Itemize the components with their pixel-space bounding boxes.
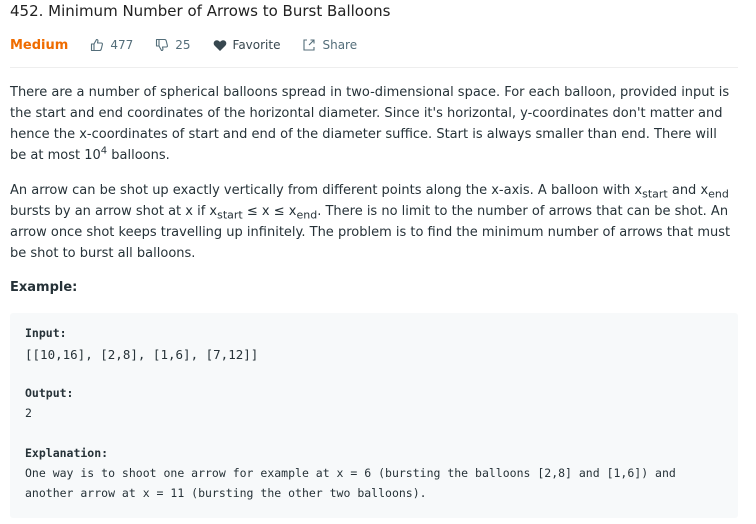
input-label: Input: xyxy=(25,326,67,340)
output-label: Output: xyxy=(25,386,74,400)
like-button[interactable] xyxy=(90,38,133,52)
dislike-button[interactable] xyxy=(155,38,190,52)
input-value: [[10,16], [2,8], [1,6], [7,12]] xyxy=(25,347,259,362)
thumbs-down-icon xyxy=(155,38,169,52)
dislike-count: 25 xyxy=(175,38,191,52)
favorite-label: Favorite xyxy=(232,38,281,52)
share-icon xyxy=(302,38,316,52)
problem-description xyxy=(10,82,732,278)
explanation-line-1: One way is to shoot one arrow for example at x = 6 (bursting the balloons [2,8] and [1,6]) and xyxy=(25,466,676,480)
example-code-block xyxy=(10,313,738,518)
heart-icon xyxy=(213,39,227,52)
description-paragraph-1: There are a number of spherical balloons spread in two-dimensional space. For each balloon, provided input is the start and end coordinates of the horizontal diameter. Since it's horizontal, y-coordinates don't matter and hence the x-coordinates of start and end of the diameter suffice. Start is always smaller than end. There will be at most $10^4$ balloons. xyxy=(10,85,730,163)
output-value: 2 xyxy=(25,406,32,420)
exponent: 4 xyxy=(100,145,108,157)
example-heading: Example: xyxy=(10,280,78,295)
difficulty-badge: Medium xyxy=(10,37,69,53)
favorite-button[interactable] xyxy=(213,38,281,52)
header-divider xyxy=(10,67,738,68)
explanation-label: Explanation: xyxy=(25,446,109,460)
thumbs-up-icon xyxy=(90,38,104,52)
explanation-line-2: another arrow at x = 11 (bursting the other two balloons). xyxy=(25,486,427,500)
share-label: Share xyxy=(322,38,358,52)
share-button[interactable] xyxy=(302,38,357,52)
problem-meta-bar xyxy=(10,36,379,54)
description-paragraph-2: An arrow can be shot up exactly vertically from different points along the x-axis. A balloon with $x_{start}$ and $x_{end}$ bursts by an arrow shot at x if $x_{start} \le x \le x_{end}$. There is no limit to the number of arrows that can be shot. An arrow once shot keeps travelling up infinitely. The problem is to find the minimum number of arrows that must be shot to burst all balloons. xyxy=(10,183,731,261)
problem-title: 452. Minimum Number of Arrows to Burst Balloons xyxy=(10,2,391,20)
like-count: 477 xyxy=(110,38,134,52)
